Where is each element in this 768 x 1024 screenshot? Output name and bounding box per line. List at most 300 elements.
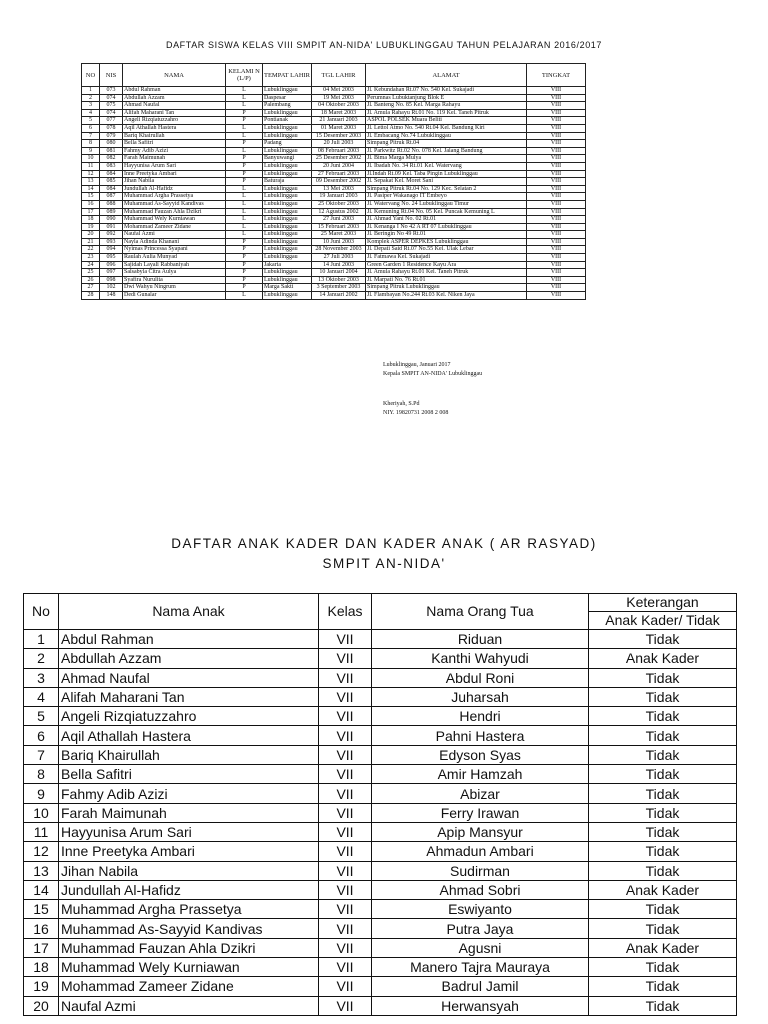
table-row (82, 124, 586, 132)
cell-alamat: Jl. Watervang No. 24 Lubuklinggau Timur (366, 200, 527, 208)
cadre-list-table (23, 593, 737, 1016)
cell-no: 15 (82, 193, 100, 201)
cell-tingkat: VIII (527, 170, 586, 178)
cell-keterangan: Tidak (589, 630, 737, 649)
cell-nama: Jundullah Al-Hafidz (123, 185, 226, 193)
cell-alamat: Jl. Depati Said Rt.07 No.55 Kel. Ulak Lebar (366, 246, 527, 254)
cell-nis: 085 (100, 178, 123, 186)
cell-tempat-lahir: Lubuklinggau (263, 87, 312, 95)
cell-no: 13 (82, 178, 100, 186)
cell-nama-anak: Jundullah Al-Hafidz (59, 880, 319, 899)
cell-no: 10 (82, 155, 100, 163)
cell-tempat-lahir: Lubuklinggau (263, 162, 312, 170)
cell-kelamin: P (226, 238, 263, 246)
cell-keterangan: Tidak (589, 687, 737, 706)
cell-kelamin: L (226, 193, 263, 201)
cadre-list-header (24, 594, 737, 630)
cell-nama: Inne Preetyka Ambari (123, 170, 226, 178)
cell-nama-anak: Angeli Rizqiatuzzahro (59, 707, 319, 726)
cell-kelas: VII (319, 996, 372, 1015)
table-row (82, 147, 586, 155)
cell-nama-anak: Muhammad As-Sayyid Kandivas (59, 919, 319, 938)
table-row (24, 707, 737, 726)
cell-tempat-lahir: Lubuklinggau (263, 147, 312, 155)
cell-tingkat: VIII (527, 147, 586, 155)
cell-keterangan: Tidak (589, 707, 737, 726)
cell-no: 9 (82, 147, 100, 155)
cell-kelas: VII (319, 687, 372, 706)
sign-name: Kheriyah, S.Pd (383, 401, 420, 407)
cell-nama-anak: Mohammad Zameer Zidane (59, 977, 319, 996)
cell-no: 20 (24, 996, 59, 1015)
cell-alamat: Simpang Pitruk Lubuklinggau (366, 284, 527, 292)
cell-no: 13 (24, 861, 59, 880)
cell-nis: 082 (100, 155, 123, 163)
cell-nis: 098 (100, 276, 123, 284)
cell-nama-orang-tua: Edyson Syas (372, 745, 589, 764)
cell-no: 7 (24, 745, 59, 764)
cell-tingkat: VIII (527, 109, 586, 117)
cell-nis: 092 (100, 231, 123, 239)
cell-nama-anak: Muhammad Fauzan Ahla Dzikri (59, 938, 319, 957)
cell-tingkat: VIII (527, 208, 586, 216)
sign-place-date: Lubuklinggau, Januari 2017 (383, 362, 451, 368)
cell-tempat-lahir: Lubuklinggau (263, 193, 312, 201)
cell-nama: Alifah Maharani Tan (123, 109, 226, 117)
cell-kelamin: P (226, 284, 263, 292)
table-row (82, 117, 586, 125)
cell-no: 18 (24, 958, 59, 977)
table-row (24, 745, 737, 764)
cell-nis: 074 (100, 94, 123, 102)
cell-nama: Hayyunisa Arum Sari (123, 162, 226, 170)
cell-nama-anak: Muhammad Argha Prassetya (59, 900, 319, 919)
cell-kelas: VII (319, 842, 372, 861)
cell-nama: Muhammad Argha Prassetya (123, 193, 226, 201)
cell-no: 14 (24, 880, 59, 899)
cell-nama: Muhammad Wely Kurniawan (123, 216, 226, 224)
sign-niy: NIY. 19820731 2008 2 008 (383, 410, 449, 416)
cell-tempat-lahir: Lubuklinggau (263, 185, 312, 193)
cell-alamat: Simpang Pitruk Rt.04 No. 129 Kec. Selatan 2 (366, 185, 527, 193)
cell-no: 17 (82, 208, 100, 216)
cell-nis: 074 (100, 109, 123, 117)
table-row (24, 803, 737, 822)
col-no: NO (82, 64, 100, 87)
cell-tempat-lahir: Lubuklinggau (263, 276, 312, 284)
cell-keterangan: Anak Kader (589, 938, 737, 957)
cell-nama-orang-tua: Badrul Jamil (372, 977, 589, 996)
cell-alamat: Jl. Embacang No.74 Lubuklinggau (366, 132, 527, 140)
cell-tgl-lahir: 01 Maret 2003 (312, 124, 366, 132)
cell-alamat: Jl. Fatmawa Kel. Sukajadi (366, 254, 527, 262)
table-row (82, 276, 586, 284)
cell-nama: Muhammad As-Sayyid Kandivas (123, 200, 226, 208)
cell-tempat-lahir: Lubuklinggau (263, 132, 312, 140)
cell-tempat-lahir: Lubuklinggau (263, 216, 312, 224)
cadre-list-body (24, 630, 737, 1016)
cell-tingkat: VIII (527, 94, 586, 102)
cell-alamat: Jl. Kemuning Rt.04 No. 05 Kel. Puncak Kemuning L (366, 208, 527, 216)
cell-nama-anak: Alifah Maharani Tan (59, 687, 319, 706)
cell-nama: Angeli Rizqiatuzzahro (123, 117, 226, 125)
cell-kelamin: P (226, 254, 263, 262)
cell-tgl-lahir: 19 Januari 2003 (312, 193, 366, 201)
cell-kelamin: L (226, 223, 263, 231)
cell-tingkat: VIII (527, 193, 586, 201)
cell-kelamin: L (226, 132, 263, 140)
table-row (24, 649, 737, 668)
cell-nama-anak: Inne Preetyka Ambari (59, 842, 319, 861)
cell-tingkat: VIII (527, 124, 586, 132)
table-row (24, 919, 737, 938)
cell-kelamin: P (226, 109, 263, 117)
cell-kelas: VII (319, 938, 372, 957)
cell-no: 18 (82, 216, 100, 224)
col-kelamin: KELAMI N (L/P) (226, 64, 263, 87)
cell-tgl-lahir: 10 Januari 2004 (312, 269, 366, 277)
cell-kelamin: P (226, 178, 263, 186)
cell-nama: Raulah Aulia Munyad (123, 254, 226, 262)
table-row (82, 284, 586, 292)
table-row (24, 687, 737, 706)
cell-tingkat: VIII (527, 140, 586, 148)
table-row (24, 668, 737, 687)
cell-tempat-lahir: Lubuklinggau (263, 254, 312, 262)
cell-tgl-lahir: 15 Februari 2003 (312, 223, 366, 231)
cell-tgl-lahir: 13 Oktober 2003 (312, 276, 366, 284)
cell-nis: 093 (100, 238, 123, 246)
cell-nis: 078 (100, 124, 123, 132)
col-kelas: Kelas (319, 594, 372, 630)
table-row (82, 193, 586, 201)
cell-kelas: VII (319, 803, 372, 822)
cell-nama-orang-tua: Apip Mansyur (372, 822, 589, 841)
table-row (82, 261, 586, 269)
cell-nama-anak: Aqil Athallah Hastera (59, 726, 319, 745)
table-row (82, 254, 586, 262)
cell-nama-orang-tua: Abizar (372, 784, 589, 803)
cell-tempat-lahir: Lubuklinggau (263, 170, 312, 178)
cell-no: 5 (24, 707, 59, 726)
cell-nama: Muhammad Fauzan Ahla Dzikri (123, 208, 226, 216)
cell-keterangan: Tidak (589, 900, 737, 919)
cell-kelamin: L (226, 185, 263, 193)
cell-tingkat: VIII (527, 216, 586, 224)
cell-alamat: Jl. Marpati No. 76 Rt.01 (366, 276, 527, 284)
cadre-list-title-line2: SMPIT AN-NIDA' (322, 556, 446, 571)
table-row (82, 223, 586, 231)
cell-kelamin: L (226, 147, 263, 155)
cell-nis: 084 (100, 185, 123, 193)
cell-alamat: Komplek ASPER DEPKES Lubuklinggau (366, 238, 527, 246)
cell-nama: Jihan Nabila (123, 178, 226, 186)
cell-nis: 090 (100, 216, 123, 224)
cell-tgl-lahir: 27 Februari 2003 (312, 170, 366, 178)
cell-no: 3 (82, 102, 100, 110)
cell-nama: Abdullah Azzam (123, 94, 226, 102)
cell-tgl-lahir: 20 Juni 2004 (312, 162, 366, 170)
cell-tingkat: VIII (527, 185, 586, 193)
cell-kelamin: L (226, 94, 263, 102)
cell-tgl-lahir: 3 September 2003 (312, 284, 366, 292)
cell-kelamin: P (226, 261, 263, 269)
cell-tempat-lahir: Marga Sakti (263, 284, 312, 292)
cell-tgl-lahir: 18 Maret 2003 (312, 109, 366, 117)
cell-kelas: VII (319, 784, 372, 803)
cell-alamat: Simpang Pitruk Rt.04 (366, 140, 527, 148)
cell-nis: 148 (100, 292, 123, 300)
cell-tingkat: VIII (527, 292, 586, 300)
cell-nama-anak: Abdul Rahman (59, 630, 319, 649)
cell-no: 19 (24, 977, 59, 996)
cell-tempat-lahir: Jakarta (263, 261, 312, 269)
table-row (82, 94, 586, 102)
cell-nama: Dwi Wahyu Ningrum (123, 284, 226, 292)
cell-no: 4 (24, 687, 59, 706)
cell-nama: Aqil Athallah Hastera (123, 124, 226, 132)
cell-nis: 097 (100, 269, 123, 277)
cell-no: 16 (24, 919, 59, 938)
cell-nama-anak: Ahmad Naufal (59, 668, 319, 687)
cell-tingkat: VIII (527, 178, 586, 186)
cell-alamat: Jl. Bima Marga Mulya (366, 155, 527, 163)
cell-kelamin: P (226, 140, 263, 148)
cell-kelas: VII (319, 765, 372, 784)
table-row (24, 880, 737, 899)
cell-alamat: Perumnas Lubuktanjung Blok E (366, 94, 527, 102)
table-row (82, 132, 586, 140)
cell-tgl-lahir: 15 Desember 2003 (312, 132, 366, 140)
cell-tgl-lahir: 21 Januari 2003 (312, 117, 366, 125)
cell-nis: 073 (100, 87, 123, 95)
cell-nis: 087 (100, 193, 123, 201)
cell-tingkat: VIII (527, 269, 586, 277)
cell-alamat: Green Garden 1 Residence Kayu Ara (366, 261, 527, 269)
cell-keterangan: Tidak (589, 977, 737, 996)
cell-tingkat: VIII (527, 254, 586, 262)
cell-no: 11 (82, 162, 100, 170)
cell-tgl-lahir: 25 Desember 2002 (312, 155, 366, 163)
cell-nama: Sajidah Layali Rabbaniyah (123, 261, 226, 269)
cell-keterangan: Tidak (589, 958, 737, 977)
cadre-list-title (0, 534, 768, 574)
cell-nis: 094 (100, 246, 123, 254)
cell-kelamin: P (226, 117, 263, 125)
table-row (24, 861, 737, 880)
cell-alamat: Jl. Banteng No. 85 Kel. Marga Rahayu (366, 102, 527, 110)
table-row (82, 269, 586, 277)
cell-nis: 095 (100, 254, 123, 262)
cell-kelas: VII (319, 919, 372, 938)
cell-tingkat: VIII (527, 162, 586, 170)
cell-no: 3 (24, 668, 59, 687)
cell-tingkat: VIII (527, 102, 586, 110)
cell-kelas: VII (319, 726, 372, 745)
col-keterangan-sub: Anak Kader/ Tidak (589, 612, 737, 630)
cell-tempat-lahir: Palembang (263, 102, 312, 110)
cell-nama-orang-tua: Putra Jaya (372, 919, 589, 938)
cell-alamat: Jl. Kebundahan Rt.07 No. 540 Kel. Sukajadi (366, 87, 527, 95)
cell-tgl-lahir: 04 Oktober 2003 (312, 102, 366, 110)
cell-nis: 075 (100, 102, 123, 110)
cell-kelamin: L (226, 200, 263, 208)
cell-alamat: Jl. Lettol Atmo No. 540 Rt.04 Kel. Bandung Kiri (366, 124, 527, 132)
cell-nama-anak: Muhammad Wely Kurniawan (59, 958, 319, 977)
cell-no: 16 (82, 200, 100, 208)
cell-keterangan: Anak Kader (589, 880, 737, 899)
cell-tempat-lahir: Lubuklinggau (263, 208, 312, 216)
cell-nama: Bariq Khairullah (123, 132, 226, 140)
col-nis: NIS (100, 64, 123, 87)
cell-tgl-lahir: 13 Mei 2003 (312, 185, 366, 193)
cell-no: 20 (82, 231, 100, 239)
cell-tempat-lahir: Lubuklinggau (263, 231, 312, 239)
table-row (24, 938, 737, 957)
cell-tingkat: VIII (527, 155, 586, 163)
cell-nis: 091 (100, 223, 123, 231)
cell-kelamin: P (226, 276, 263, 284)
cell-nama-anak: Fahmy Adib Azizi (59, 784, 319, 803)
cell-tingkat: VIII (527, 223, 586, 231)
cell-kelamin: L (226, 208, 263, 216)
cell-nama-orang-tua: Manero Tajra Mauraya (372, 958, 589, 977)
cell-tempat-lahir: Daspesar (263, 94, 312, 102)
cell-keterangan: Tidak (589, 668, 737, 687)
cell-kelas: VII (319, 861, 372, 880)
table-row (24, 958, 737, 977)
cell-kelas: VII (319, 649, 372, 668)
cell-no: 14 (82, 185, 100, 193)
cell-nis: 081 (100, 147, 123, 155)
table-row (82, 216, 586, 224)
cell-alamat: Jl. Flambayan No.244 Rt.03 Kel. Niken Jaya (366, 292, 527, 300)
cell-alamat: Jl.Indah Rt.09 Kel. Taba Pingin Lubuklinggau (366, 170, 527, 178)
cell-kelamin: P (226, 246, 263, 254)
cell-nama: Ahmad Naufal (123, 102, 226, 110)
cell-nama-orang-tua: Ahmadun Ambari (372, 842, 589, 861)
cell-tgl-lahir: 19 Mei 2003 (312, 94, 366, 102)
cell-alamat: Jl. Beringin No 49 Rt.01 (366, 231, 527, 239)
cell-kelas: VII (319, 745, 372, 764)
cell-tempat-lahir: Lubuklinggau (263, 223, 312, 231)
table-row (82, 231, 586, 239)
cell-no: 1 (82, 87, 100, 95)
cell-nis: 096 (100, 261, 123, 269)
cell-tgl-lahir: 28 November 2003 (312, 246, 366, 254)
col-nama-orang-tua: Nama Orang Tua (372, 594, 589, 630)
cell-alamat: Jl. Sepakat Kel. Moret Sani (366, 178, 527, 186)
cell-alamat: ASPOL POLSEK Muara Beliti (366, 117, 527, 125)
cell-nama-anak: Farah Maimunah (59, 803, 319, 822)
cell-nama: Nyimas Princessa Syapani (123, 246, 226, 254)
table-row (82, 246, 586, 254)
cell-no: 22 (82, 246, 100, 254)
cell-nama-orang-tua: Herwansyah (372, 996, 589, 1015)
cell-alamat: Jl. Amula Rahayu Rt.01 Kel. Taneh Pitruk (366, 269, 527, 277)
cell-nama-orang-tua: Sudirman (372, 861, 589, 880)
cell-kelamin: P (226, 155, 263, 163)
table-row (24, 977, 737, 996)
cell-nama-anak: Bella Safitri (59, 765, 319, 784)
cell-nama: Naufal Azmi (123, 231, 226, 239)
cell-tgl-lahir: 25 Maret 2003 (312, 231, 366, 239)
cell-no: 23 (82, 254, 100, 262)
student-list-table (81, 63, 586, 300)
cell-nis: 077 (100, 117, 123, 125)
cell-tempat-lahir: Lubuklinggau (263, 246, 312, 254)
cell-kelamin: L (226, 124, 263, 132)
table-row (24, 784, 737, 803)
cell-tgl-lahir: 10 Juni 2003 (312, 238, 366, 246)
cell-no: 8 (24, 765, 59, 784)
cell-keterangan: Tidak (589, 765, 737, 784)
cell-no: 21 (82, 238, 100, 246)
cell-no: 4 (82, 109, 100, 117)
cell-kelas: VII (319, 958, 372, 977)
table-row (82, 170, 586, 178)
cell-tgl-lahir: 04 Mei 2003 (312, 87, 366, 95)
table-row (82, 200, 586, 208)
cell-nis: 080 (100, 140, 123, 148)
cell-nama-orang-tua: Juharsah (372, 687, 589, 706)
cell-nis: 079 (100, 132, 123, 140)
cell-nama: Mohammad Zameer Zidane (123, 223, 226, 231)
cell-no: 28 (82, 292, 100, 300)
cell-kelamin: P (226, 269, 263, 277)
cell-tingkat: VIII (527, 246, 586, 254)
cell-nis: 088 (100, 200, 123, 208)
cell-no: 11 (24, 822, 59, 841)
cell-no: 1 (24, 630, 59, 649)
col-tgl-lahir: TGL LAHIR (312, 64, 366, 87)
cadre-list-title-line1: DAFTAR ANAK KADER DAN KADER ANAK ( AR RASYAD) (171, 536, 597, 551)
cell-nama: Abdul Rahman (123, 87, 226, 95)
student-list-header (82, 64, 586, 87)
table-row (24, 822, 737, 841)
table-row (82, 102, 586, 110)
cell-nama: Dedi Gunalar (123, 292, 226, 300)
table-row (82, 87, 586, 95)
cell-tempat-lahir: Padang (263, 140, 312, 148)
cell-tingkat: VIII (527, 261, 586, 269)
cell-tgl-lahir: 08 Februari 2003 (312, 147, 366, 155)
cell-nama: Fahmy Adib Azizi (123, 147, 226, 155)
cell-nis: 083 (100, 162, 123, 170)
table-row (82, 155, 586, 163)
col-no: No (24, 594, 59, 630)
cell-nama-orang-tua: Ahmad Sobri (372, 880, 589, 899)
cell-kelamin: L (226, 216, 263, 224)
cell-tgl-lahir: 12 Agustus 2002 (312, 208, 366, 216)
cell-kelamin: L (226, 102, 263, 110)
cell-no: 12 (24, 842, 59, 861)
cell-tgl-lahir: 14 Juni 2003 (312, 261, 366, 269)
cell-tgl-lahir: 25 Oktober 2003 (312, 200, 366, 208)
sign-position: Kepala SMPIT AN-NIDA' Lubuklinggau (383, 371, 483, 377)
cell-kelamin: L (226, 87, 263, 95)
cell-tempat-lahir: Lubuklinggau (263, 109, 312, 117)
cell-alamat: Jl. Amula Rahayu Rt.01 No. 119 Kel. Taneh Pitruk (366, 109, 527, 117)
cell-nama: Bella Safitri (123, 140, 226, 148)
student-list-title: DAFTAR SISWA KELAS VIII SMPIT AN-NIDA' LUBUKLINGGAU TAHUN PELAJARAN 2016/2017 (165, 40, 603, 50)
cell-alamat: Jl. Ibadah No. 34 Rt.01 Kel. Watervang (366, 162, 527, 170)
cell-tempat-lahir: Lubuklinggau (263, 238, 312, 246)
table-row (82, 178, 586, 186)
cell-tingkat: VIII (527, 238, 586, 246)
cell-nama-orang-tua: Riduan (372, 630, 589, 649)
cell-nama: Salsabyla Citra Aulya (123, 269, 226, 277)
